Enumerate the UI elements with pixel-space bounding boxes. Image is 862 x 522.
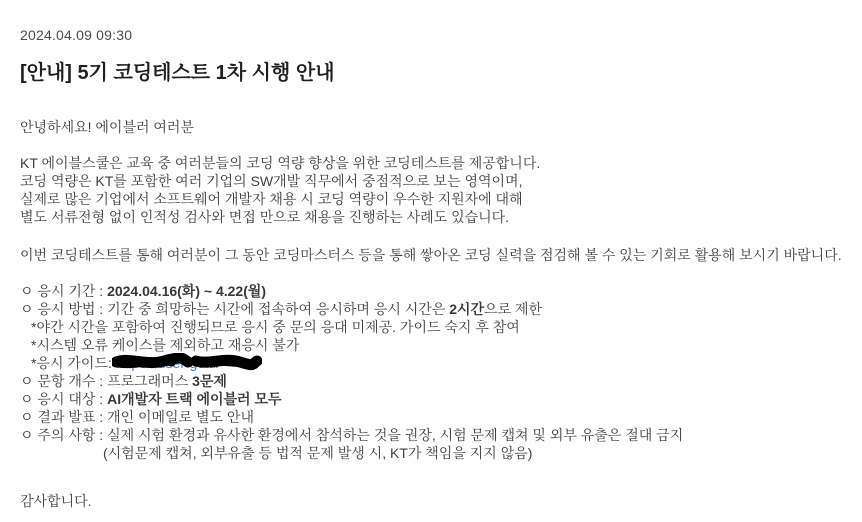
notice-target [20, 390, 844, 408]
count-value: 3문제 [192, 373, 227, 389]
notice-method [20, 300, 844, 318]
notice-caution-continued: (시험문제 캡쳐, 외부유출 등 법적 문제 발생 시, KT가 책임을 지지 않음) [103, 445, 533, 461]
post-body [20, 118, 844, 510]
post-date: 2024.04.09 09:30 [20, 27, 133, 43]
notice-subnote-night: *야간 시간을 포함하여 진행되므로 응시 중 문의 응대 미제공. 가이드 숙지 후 참여 [31, 319, 520, 335]
notice-period-value: 2024.04.16(화) ~ 4.22(월) [107, 283, 267, 299]
notice-result: ㅇ 결과 발표 : 개인 이메일로 별도 안내 [20, 409, 254, 425]
body-line: KT 에이블스쿨은 교육 중 여러분들의 코딩 역량 향상을 위한 코딩테스트를 제공합니다. [20, 155, 541, 171]
closing-line: 감사합니다. [20, 493, 92, 509]
body-line: 별도 서류전형 없이 인적성 검사와 면접 만으로 채용을 진행하는 사례도 있습니다. [20, 209, 510, 225]
notice-subnote-guide [20, 354, 844, 372]
count-label: ㅇ 문항 개수 : 프로그래머스 [20, 373, 193, 389]
target-label: ㅇ 응시 대상 : [20, 391, 108, 407]
guide-link-tail: / [216, 355, 221, 371]
paragraph-intro [20, 154, 844, 226]
notice-list [20, 282, 844, 462]
guide-link[interactable]: https://user-guid [115, 355, 217, 371]
notice-method-suffix: 으로 제한 [484, 301, 543, 317]
greeting-line: 안녕하세요! 에이블러 여러분 [20, 119, 194, 135]
notice-caution: ㅇ 주의 사항 : 실제 시험 환경과 유사한 환경에서 참석하는 것을 권장, 시험 문제 캡쳐 및 외부 유출은 절대 금지 [20, 427, 684, 443]
body-line: 코딩 역량은 KT를 포함한 여러 기업의 SW개발 직무에서 중점적으로 보는 영역이며, [20, 173, 523, 189]
notice-method-label: ㅇ 응시 방법 : 기간 중 희망하는 시간에 접속하여 응시하며 응시 시간은 [20, 301, 450, 317]
paragraph-purpose: 이번 코딩테스트를 통해 여러분이 그 동안 코딩마스터스 등을 통해 쌓아온 코딩 실력을 점검해 볼 수 있는 기회로 활용해 보시기 바랍니다. [20, 247, 842, 263]
notice-question-count [20, 372, 844, 390]
guide-label: *응시 가이드: [31, 355, 116, 371]
post-title: [안내] 5기 코딩테스트 1차 시행 안내 [20, 62, 335, 84]
notice-period-label: ㅇ 응시 기간 : [20, 283, 108, 299]
notice-subnote-retry: *시스템 오류 케이스를 제외하고 재응시 불가 [31, 337, 300, 353]
body-line: 실제로 많은 기업에서 소프트웨어 개발자 채용 시 코딩 역량이 우수한 지원자에 대해 [20, 191, 523, 207]
redacted-guide-link-area [116, 354, 216, 372]
notice-period [20, 282, 844, 300]
notice-method-duration: 2시간 [449, 301, 485, 317]
target-value: AI개발자 트랙 에이블러 모두 [107, 391, 282, 407]
